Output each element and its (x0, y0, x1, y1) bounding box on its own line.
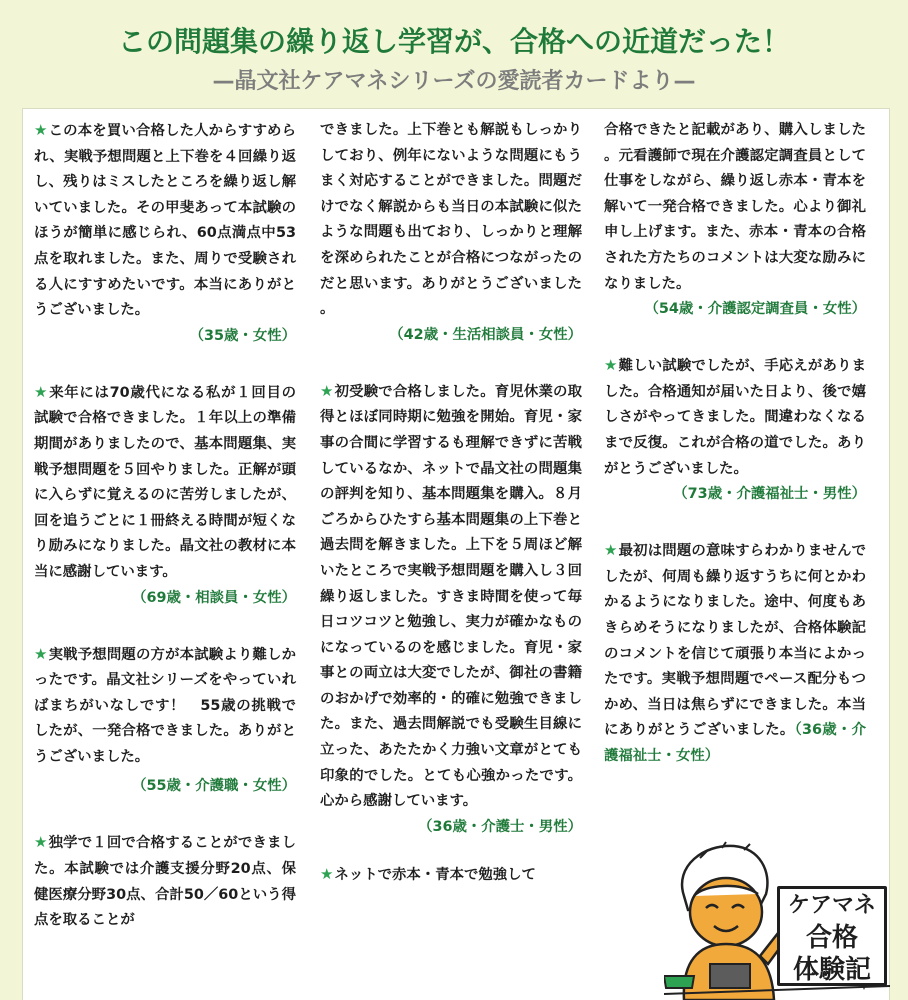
testimonial-text: ネットで赤本・青本で勉強して (334, 866, 536, 883)
testimonial-8 (604, 538, 866, 769)
star-icon: ★ (34, 382, 49, 401)
star-icon: ★ (320, 381, 334, 400)
testimonial-signature: （69歳・相談員・女性） (132, 589, 296, 606)
testimonial-text: 難しい試験でしたが、手応えがありました。合格通知が届いた日より、後で嬉しさがやってきました。間違わなくなるまで反復。これが合格の道でした。ありがとうございました。 (604, 358, 866, 477)
testimonial-2 (34, 380, 296, 611)
testimonial-signature: （36歳・介護士・男性） (418, 818, 582, 835)
testimonial-3 (34, 642, 296, 800)
testimonial-signature: （54歳・介護認定調査員・女性） (644, 301, 866, 318)
testimonial-signature: （55歳・介護職・女性） (132, 778, 296, 795)
badge-line-2: 合格 (805, 923, 858, 953)
testimonial-7 (604, 353, 866, 507)
column-1 (34, 118, 296, 934)
page-title: この問題集の繰り返し学習が、合格への近道だった！ (117, 25, 790, 58)
testimonial-signature: （35歳・女性） (189, 327, 296, 344)
testimonial-5 (320, 379, 582, 840)
testimonial-1 (34, 118, 296, 349)
star-icon: ★ (34, 644, 48, 663)
column-3 (604, 118, 866, 769)
testimonial-text: 来年には70歳代になる私が１回目の試験で合格できました。１年以上の準備期間がありましたので、基本問題集、実戦予想問題を５回やりました。正解が頭に入らずに覚えるのに苦労しましたが、回を追うごとに１冊終える時間が短くなり励みになりました。晶文社の教材に本当に感謝しています。 (34, 384, 297, 580)
testimonial-text: 初受験で合格しました。育児休業の取得とほぼ同時期に勉強を開始。育児・家事の合間に学習するも理解できずに苦戦しているなか、ネットで晶文社の問題集の評判を知り、基本問題集を購入。８月ごろからひたすら基本問題集の上下巻と過去問を解きました。上下を５周ほど解いたところで実戦予想問題を購入し３回繰り返しました。すきま時間を使って毎日コツコツと勉強し、実力が確かなものになっているのを感じました。育児・家事との両立は大変でしたが、御社の書籍のおかげで効率的・的確に勉強できました。また、過去問解説でも受験生目線に立った、あたたかく力強い文章がとても印象的でした。とても心強かったです。心から感謝しています。 (320, 383, 582, 810)
testimonial-text: この本を買い合格した人からすすめられ、実戦予想問題と上下巻を４回繰り返し、残りはミスしたところを繰り返し解いていました。その甲斐あって本試験のほうが簡単に感じられ、60点満点中53点を取れました。また、周りで受験される人にすすめたいです。本当にありがとうございました。 (34, 123, 296, 319)
testimonial-text: できました。上下巻とも解説もしっかりしており、例年にないような問題にもうまく対応することができました。問題だけでなく解説からも当日の本試験に似たような問題も出ており、しっかりと理解を深められたことが合格につながったのだと思います。ありがとうございました。 (320, 122, 582, 318)
testimonial-6-cont (604, 118, 866, 322)
testimonial-text: 合格できたと記載があり、購入しました。元看護師で現在介護認定調査員として仕事をしながら、繰り返し赤本・青本を解いて一発合格できました。心より御礼申し上げます。また、赤本・青本の合格された方たちのコメントは大変な励みになりました。 (604, 122, 866, 292)
testimonial-signature: （73歳・介護福祉士・男性） (673, 486, 866, 503)
testimonial-4-start (34, 830, 296, 933)
badge-line-3: 体験記 (792, 955, 871, 985)
testimonial-text: 独学で１回で合格することができました。本試験では介護支援分野20点、保健医療分野30点、合計50／60という得点を取ることが (34, 835, 296, 929)
star-icon: ★ (604, 356, 618, 375)
page-subtitle: —晶文社ケアマネシリーズの愛読者カードより— (212, 69, 696, 94)
testimonial-text: 最初は問題の意味すらわかりませんでしたが、何周も繰り返すうちに何とかわかるようになりました。途中、何度もあきらめそうになりましたが、合格体験記のコメントを信じて頑張り本当によかったです。実戦予想問題でペース配分もつかめ、当日は焦らずにできました。本当にありがとうございました。 (604, 543, 866, 739)
star-icon: ★ (320, 864, 334, 883)
testimonial-4-cont (320, 118, 582, 348)
star-icon: ★ (34, 833, 48, 852)
testimonial-signature: （42歳・生活相談員・女性） (389, 326, 582, 343)
testimonial-text: 実戦予想問題の方が本試験より難しかったです。晶文社シリーズをやっていればまちがいなしです！ 55歳の挑戦でしたが、一発合格できました。ありがとうございました。 (34, 646, 296, 765)
testimonial-6-start (320, 862, 582, 889)
star-icon: ★ (34, 121, 48, 139)
column-2 (320, 118, 582, 888)
testimonial-signature: （36歳・介護福祉士・女性） (604, 722, 866, 764)
badge-line-1: ケアマネ (787, 893, 876, 918)
star-icon: ★ (604, 541, 618, 560)
